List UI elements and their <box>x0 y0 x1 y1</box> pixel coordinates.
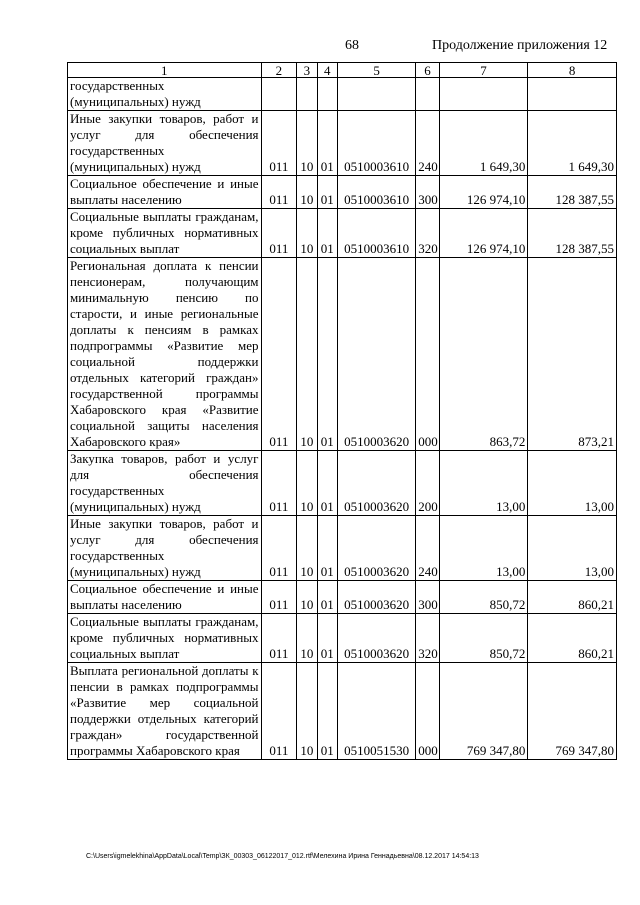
code-expense-type: 000 <box>416 663 439 760</box>
code-subsection: 01 <box>317 614 337 663</box>
amount-year-2: 873,21 <box>528 258 617 451</box>
amount-year-2: 1 649,30 <box>528 111 617 176</box>
code-admin: 011 <box>261 111 297 176</box>
code-target-article: 0510003620 <box>337 516 415 581</box>
code-expense-type: 300 <box>416 581 439 614</box>
code-target-article: 0510003610 <box>337 111 415 176</box>
code-admin: 011 <box>261 614 297 663</box>
amount-year-1: 863,72 <box>439 258 528 451</box>
row-name: Закупка товаров, работ и услуг для обеспечения государственных (муниципальных) нужд <box>68 451 262 516</box>
code-target-article: 0510051530 <box>337 663 415 760</box>
code-admin: 011 <box>261 516 297 581</box>
code-admin <box>261 78 297 111</box>
row-name: государственных (муниципальных) нужд <box>68 78 262 111</box>
code-section <box>297 78 317 111</box>
code-expense-type: 240 <box>416 111 439 176</box>
page-number: 68 <box>345 38 359 53</box>
amount-year-1: 126 974,10 <box>439 209 528 258</box>
code-subsection <box>317 78 337 111</box>
table-row <box>68 516 617 581</box>
amount-year-2 <box>528 78 617 111</box>
table-header-row <box>68 63 617 78</box>
code-subsection: 01 <box>317 111 337 176</box>
table-row <box>68 663 617 760</box>
column-header: 1 <box>68 63 262 78</box>
amount-year-1: 13,00 <box>439 451 528 516</box>
row-name: Региональная доплата к пенсии пенсионерам, получающим минимальную пенсию по старости, и иные региональные доплаты к пенсиям в рамках подпрограммы «Развитие мер социальной поддержки отдельных категорий граждан» государственной программы Хабаровского края «Развитие социальной защиты населения Хабаровского края» <box>68 258 262 451</box>
code-expense-type <box>416 78 439 111</box>
row-name: Выплата региональной доплаты к пенсии в рамках подпрограммы «Развитие мер социальной поддержки отдельных категорий граждан» государственной программы Хабаровского края <box>68 663 262 760</box>
code-target-article: 0510003620 <box>337 614 415 663</box>
amount-year-2: 128 387,55 <box>528 176 617 209</box>
table-row <box>68 78 617 111</box>
page-header <box>0 38 640 58</box>
code-expense-type: 000 <box>416 258 439 451</box>
code-target-article: 0510003610 <box>337 209 415 258</box>
code-target-article: 0510003620 <box>337 581 415 614</box>
table-row <box>68 451 617 516</box>
code-section: 10 <box>297 451 317 516</box>
code-admin: 011 <box>261 451 297 516</box>
amount-year-2: 13,00 <box>528 516 617 581</box>
row-name: Социальные выплаты гражданам, кроме публичных нормативных социальных выплат <box>68 614 262 663</box>
code-section: 10 <box>297 176 317 209</box>
table-row <box>68 209 617 258</box>
code-section: 10 <box>297 258 317 451</box>
code-subsection: 01 <box>317 516 337 581</box>
code-section: 10 <box>297 581 317 614</box>
code-target-article <box>337 78 415 111</box>
code-expense-type: 300 <box>416 176 439 209</box>
footer-file-path: C:\Users\igmelekhina\AppData\Local\Temp\ЗК_00303_06122017_012.rtf\Мелехина Ирина Геннадьевна\08.12.2017 14:54:13 <box>86 853 479 860</box>
column-header: 5 <box>337 63 415 78</box>
code-admin: 011 <box>261 581 297 614</box>
amount-year-2: 128 387,55 <box>528 209 617 258</box>
amount-year-1: 126 974,10 <box>439 176 528 209</box>
row-name: Иные закупки товаров, работ и услуг для обеспечения государственных (муниципальных) нужд <box>68 516 262 581</box>
column-header: 6 <box>416 63 439 78</box>
code-section: 10 <box>297 614 317 663</box>
code-admin: 011 <box>261 176 297 209</box>
code-subsection: 01 <box>317 176 337 209</box>
code-expense-type: 320 <box>416 614 439 663</box>
amount-year-2: 13,00 <box>528 451 617 516</box>
table-row <box>68 258 617 451</box>
amount-year-1 <box>439 78 528 111</box>
code-section: 10 <box>297 111 317 176</box>
code-target-article: 0510003620 <box>337 258 415 451</box>
code-expense-type: 200 <box>416 451 439 516</box>
column-header: 2 <box>261 63 297 78</box>
amount-year-1: 769 347,80 <box>439 663 528 760</box>
amount-year-1: 850,72 <box>439 581 528 614</box>
code-section: 10 <box>297 663 317 760</box>
code-target-article: 0510003610 <box>337 176 415 209</box>
code-admin: 011 <box>261 258 297 451</box>
row-name: Иные закупки товаров, работ и услуг для обеспечения государственных (муниципальных) нужд <box>68 111 262 176</box>
column-header: 7 <box>439 63 528 78</box>
column-header: 8 <box>528 63 617 78</box>
table-row <box>68 176 617 209</box>
row-name: Социальное обеспечение и иные выплаты населению <box>68 581 262 614</box>
code-target-article: 0510003620 <box>337 451 415 516</box>
row-name: Социальное обеспечение и иные выплаты населению <box>68 176 262 209</box>
code-subsection: 01 <box>317 451 337 516</box>
amount-year-1: 13,00 <box>439 516 528 581</box>
amount-year-1: 1 649,30 <box>439 111 528 176</box>
code-section: 10 <box>297 209 317 258</box>
code-admin: 011 <box>261 663 297 760</box>
table-row <box>68 111 617 176</box>
code-subsection: 01 <box>317 209 337 258</box>
code-expense-type: 320 <box>416 209 439 258</box>
amount-year-2: 769 347,80 <box>528 663 617 760</box>
code-subsection: 01 <box>317 663 337 760</box>
amount-year-1: 850,72 <box>439 614 528 663</box>
code-subsection: 01 <box>317 258 337 451</box>
table-row <box>68 581 617 614</box>
amount-year-2: 860,21 <box>528 614 617 663</box>
table-body <box>68 78 617 760</box>
budget-table <box>67 62 617 760</box>
amount-year-2: 860,21 <box>528 581 617 614</box>
code-expense-type: 240 <box>416 516 439 581</box>
row-name: Социальные выплаты гражданам, кроме публичных нормативных социальных выплат <box>68 209 262 258</box>
table-row <box>68 614 617 663</box>
code-section: 10 <box>297 516 317 581</box>
code-subsection: 01 <box>317 581 337 614</box>
appendix-continuation-title: Продолжение приложения 12 <box>432 38 608 53</box>
column-header: 4 <box>317 63 337 78</box>
code-admin: 011 <box>261 209 297 258</box>
column-header: 3 <box>297 63 317 78</box>
